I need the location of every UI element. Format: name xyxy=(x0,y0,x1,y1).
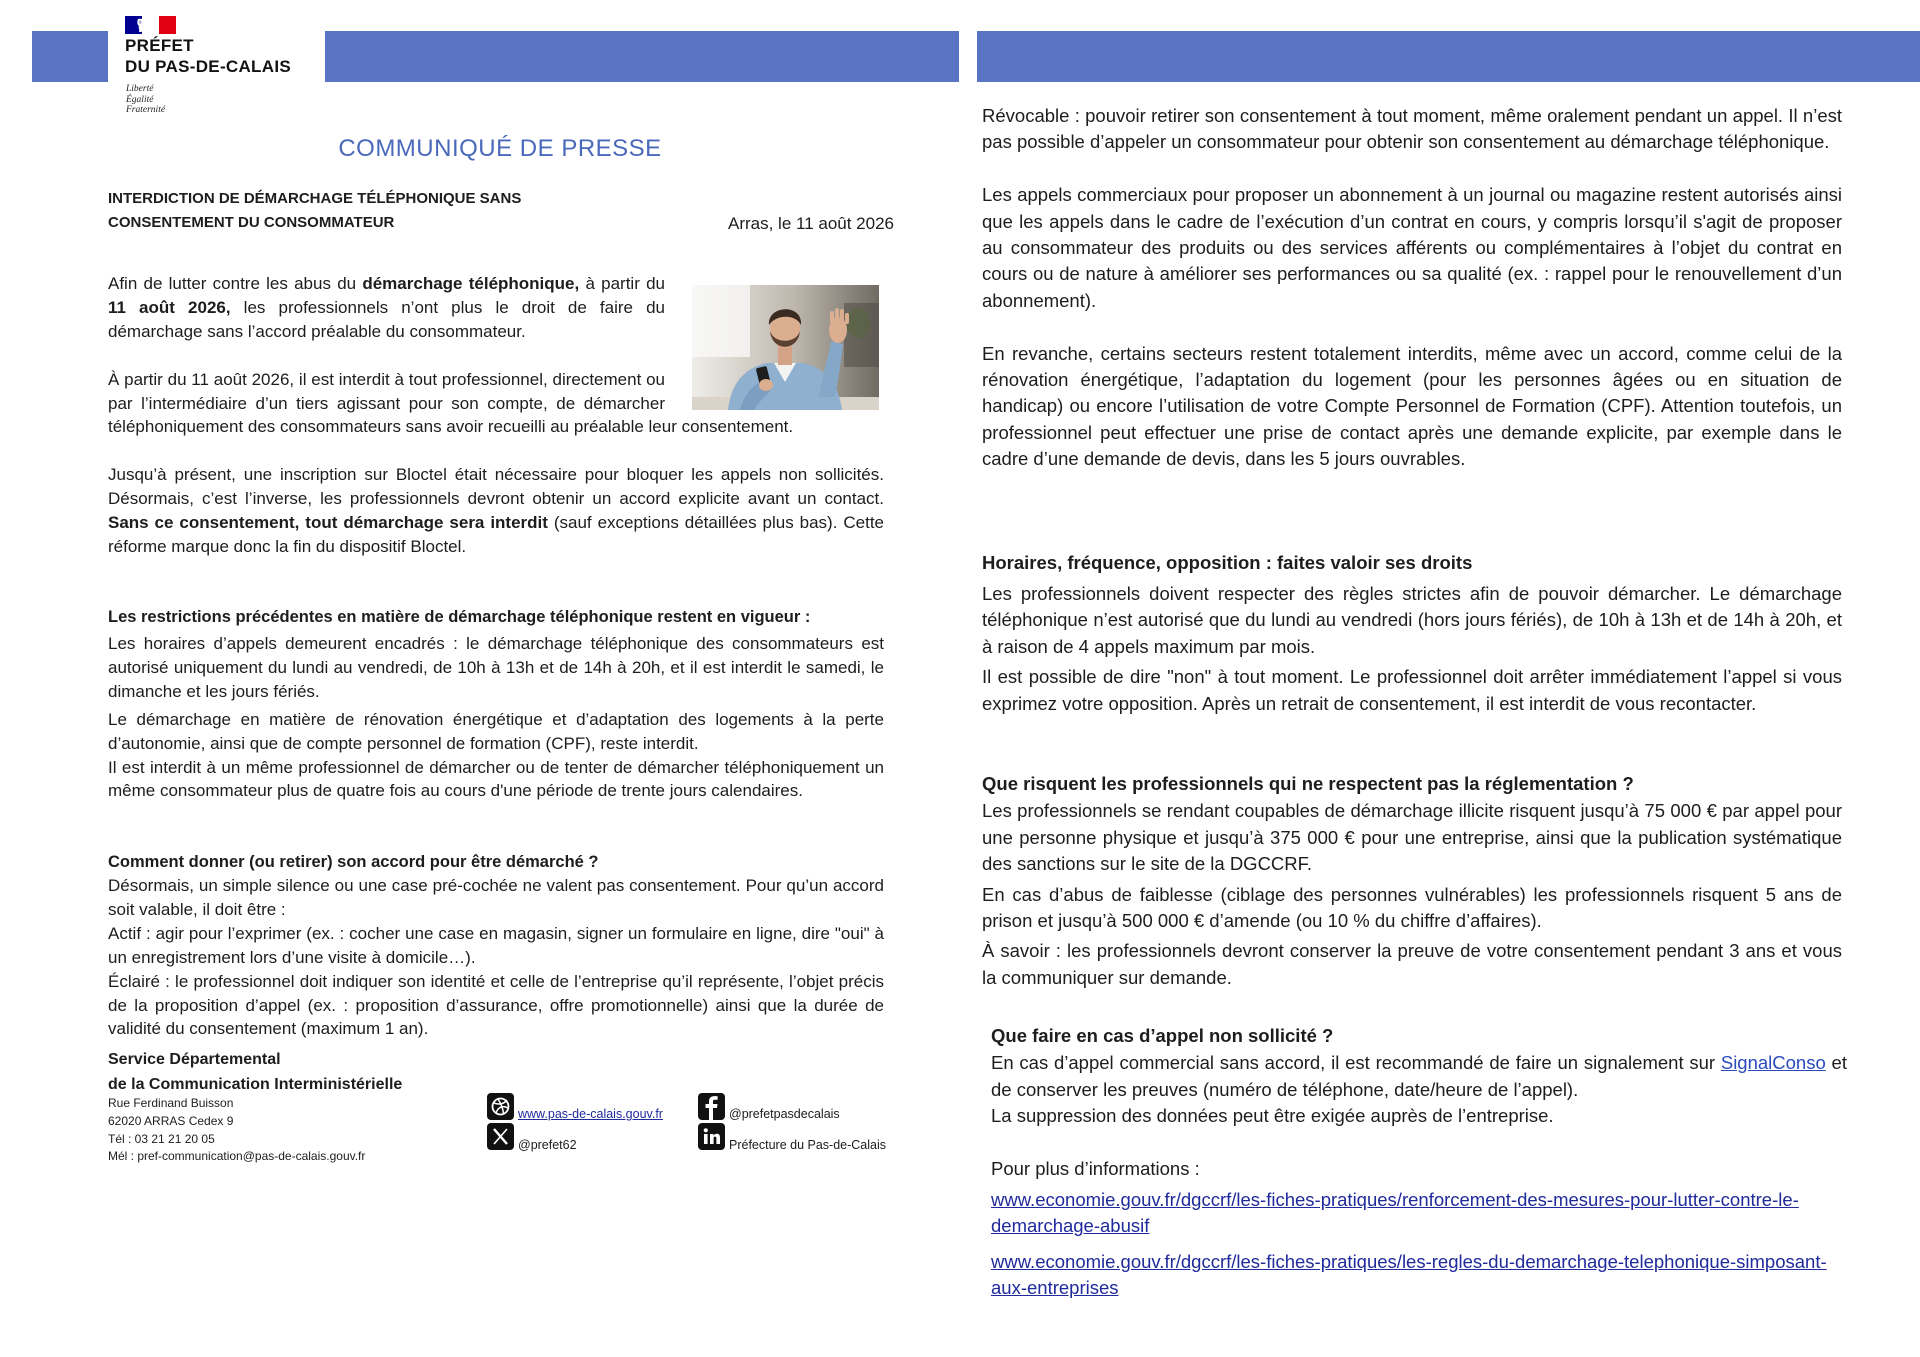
right-intro-section xyxy=(982,103,1842,499)
risk-item: En cas d’abus de faiblesse (ciblage des personnes vulnérables) les professionnels risquent 5 ans de prison et jusqu’à 500 000 € d’amende (ou 10 % du chiffre d’affaires). xyxy=(982,883,1842,932)
motto-fraternite: Fraternité xyxy=(126,105,166,115)
hours-section xyxy=(982,550,1842,717)
address-line: Rue Ferdinand Buisson xyxy=(108,1096,234,1110)
service-name: Service Départemental xyxy=(108,1051,281,1068)
linkedin-handle: Préfecture du Pas-de-Calais xyxy=(729,1138,887,1152)
x-handle: @prefet62 xyxy=(518,1138,577,1152)
hours-item: Il est possible de dire "non" à tout moment. Le professionnel doit arrêter immédiatement l’appel si vous exprimez votre opposition. Après un retrait de consentement, il est interdit de vous recontacter. xyxy=(982,666,1842,714)
facebook-handle: @prefetpasdecalais xyxy=(729,1107,840,1121)
hours-heading: Horaires, fréquence, opposition : faites valoir ses droits xyxy=(982,552,1473,573)
consent-section xyxy=(108,850,884,1041)
man-with-smartphone-photo xyxy=(692,285,879,410)
bloctel-text: Jusqu’à présent, une inscription sur Bloctel était nécessaire pour bloquer les appels non sollicités. Désormais, c’est l’inverse, les professionnels devront obtenir un accord explicite avant un contact. xyxy=(108,465,884,509)
press-release-label: COMMUNIQUÉ DE PRESSE xyxy=(338,135,662,162)
exceptions-paragraph: Les appels commerciaux pour proposer un abonnement à un journal ou magazine restent autorisés ainsi que les appels dans le cadre de l’exécution d’un contrat en cours, y compris lorsqu’il s'agit de proposer au consommateur des produits ou des services afférents ou complémentaires à l’objet du contrat en cours ou de nature à améliorer ses performances ou sa qualité (ex. : rappel pour le renouvellement d’un abonnement). xyxy=(982,184,1842,311)
address-line: 62020 ARRAS Cedex 9 xyxy=(108,1113,234,1128)
french-republic-flag-icon xyxy=(125,16,176,34)
consent-item: Actif : agir pour l’exprimer (ex. : cocher une case en magasin, signer un formulaire en ligne, dire "oui" à un enregistrement lors d’une visite à domicile…). xyxy=(108,923,884,967)
republic-motto xyxy=(126,84,165,116)
risk-item: Les professionnels se rendant coupables de démarchage illicite risquent jusqu’à 75 000 € par appel pour une personne physique et jusqu’à 375 000 € pour une entreprise, ainsi que la publication systématique des sanctions sur le site de la DGCCRF. xyxy=(982,800,1842,875)
x-icon[interactable] xyxy=(487,1123,514,1150)
intro-section xyxy=(108,272,884,583)
consent-item: Éclairé : le professionnel doit indiquer son identité et celle de l’entreprise qu’il représente, l’objet précis de la proposition d’appel (ex. : proposition d’assurance, offre promotionnelle) ainsi que la durée de validité du consentement (maximum 1 an). xyxy=(108,971,884,1039)
title-line: INTERDICTION DE DÉMARCHAGE TÉLÉPHONIQUE SANS xyxy=(108,190,522,207)
motto-liberte: Liberté xyxy=(126,84,154,94)
logo-title-prefet: PRÉFET xyxy=(125,36,194,55)
title-line: CONSENTEMENT DU CONSOMMATEUR xyxy=(108,213,395,231)
consent-item: Désormais, un simple silence ou une case pré-cochée ne valent pas consentement. Pour qu’un accord soit valable, il doit être : xyxy=(108,876,884,919)
illustration-photo xyxy=(692,285,879,410)
postal-address xyxy=(108,1095,488,1166)
dgccrf-link-rules[interactable]: www.economie.gouv.fr/dgccrf/les-fiches-pratiques/les-regles-du-demarchage-telephonique-simposant-aux-entreprises xyxy=(991,1250,1827,1299)
restriction-item: Les horaires d’appels demeurent encadrés : le démarchage téléphonique des consommateurs est autorisé uniquement du lundi au vendredi, de 10h à 13h et de 14h à 20h, et il est interdit le samedi, le dimanche et les jours fériés. xyxy=(108,634,884,701)
consent-heading: Comment donner (ou retirer) son accord pour être démarché ? xyxy=(108,853,599,871)
bloctel-paragraph xyxy=(108,463,884,559)
bloctel-emphasis: Sans ce consentement, tout démarchage sera interdit xyxy=(108,513,548,533)
bloctel-text: (sauf exceptions détaillées plus bas). Cette réforme marque donc la fin du dispositif Bloctel. xyxy=(108,513,885,556)
unsolicited-call-section xyxy=(991,1023,1847,1311)
phone-number: Tél : 03 21 21 20 05 xyxy=(108,1131,215,1146)
report-text: En cas d’appel commercial sans accord, il est recommandé de faire un signalement sur xyxy=(991,1052,1721,1074)
ban-paragraph: À partir du 11 août 2026, il est interdit à tout professionnel, directement ou par l’intermédiaire d’un tiers agissant pour son compte, de démarcher téléphoniquement des consommateurs sans avoir recueilli au préalable leur consentement. xyxy=(108,369,794,437)
email-address: Mél : pref-communication@pas-de-calais.gouv.fr xyxy=(108,1149,366,1164)
intro-text: Afin de lutter contre les abus du xyxy=(108,274,363,293)
more-info-label: Pour plus d’informations : xyxy=(991,1158,1200,1180)
signalconso-link[interactable]: SignalConso xyxy=(1720,1052,1826,1074)
dgccrf-link-reinforcement[interactable]: www.economie.gouv.fr/dgccrf/les-fiches-pratiques/renforcement-des-mesures-pour-lutter-contre-le-demarchage-abusif xyxy=(991,1189,1799,1237)
report-paragraph xyxy=(991,1050,1847,1103)
unsolicited-heading: Que faire en cas d’appel non sollicité ? xyxy=(991,1025,1334,1046)
forbidden-sectors-paragraph: En revanche, certains secteurs restent totalement interdits, même avec un accord, comme celui de la rénovation énergétique, l’adaptation du logement (pour les personnes âgées ou en situation de handicap) ou encore l’utilisation de votre Compte Personnel de Formation (CPF). Attention toutefois, un professionnel peut effectuer une prise de contact après une demande explicite, par exemple dans le cadre d’une demande de devis, dans les 5 jours ouvrables. xyxy=(982,342,1842,470)
restrictions-section xyxy=(108,605,884,803)
linkedin-icon[interactable] xyxy=(698,1123,725,1150)
risks-heading: Que risquent les professionnels qui ne respectent pas la réglementation ? xyxy=(982,773,1634,794)
intro-emphasis: démarchage téléphonique, xyxy=(362,274,580,293)
header-banner-right xyxy=(977,31,1920,82)
website-icon[interactable] xyxy=(487,1093,514,1120)
revocable-paragraph: Révocable : pouvoir retirer son consentement à tout moment, même oralement pendant un appel. Il n’est pas possible d’appeler un consommateur pour obtenir son consentement au démarchage téléphonique. xyxy=(982,105,1842,153)
logo-title-department: DU PAS-DE-CALAIS xyxy=(125,57,291,76)
motto-egalite: Égalité xyxy=(126,94,154,105)
hours-item: Les professionnels doivent respecter des règles strictes afin de pouvoir démarcher. Le démarchage téléphonique n’est autorisé que du lundi au vendredi (hors jours fériés), de 10h à 13h et de 14h à 20h, et à raison de 4 appels maximum par mois. xyxy=(982,583,1842,657)
restrictions-heading: Les restrictions précédentes en matière de démarchage téléphonique restent en vigueur : xyxy=(108,608,811,626)
intro-text: les professionnels n’ont plus le droit de faire du démarchage sans l’accord préalable du consommateur. xyxy=(108,297,666,341)
intro-emphasis: 11 août 2026, xyxy=(108,297,231,317)
service-name: de la Communication Interministérielle xyxy=(108,1075,403,1093)
restriction-item: Il est interdit à un même professionnel de démarcher ou de tenter de démarcher téléphoniquement un même consommateur plus de quatre fois au cours d'une période de trente jours calendaires. xyxy=(108,757,884,801)
facebook-icon[interactable] xyxy=(698,1093,725,1120)
data-deletion-paragraph: La suppression des données peut être exigée auprès de l’entreprise. xyxy=(991,1105,1554,1127)
press-release-title xyxy=(108,187,628,234)
risks-section xyxy=(982,771,1842,991)
contact-block xyxy=(108,1048,488,1166)
intro-text: à partir du xyxy=(579,274,666,293)
restriction-item: Le démarchage en matière de rénovation énergétique et d’adaptation des logements à la perte d’autonomie, ainsi que de compte personnel de formation (CPF), reste interdit. xyxy=(108,709,884,753)
risk-item: À savoir : les professionnels devront conserver la preuve de votre consentement pendant 3 ans et vous la communiquer sur demande. xyxy=(982,940,1842,988)
report-text: et de conserver les preuves (numéro de téléphone, date/heure de l’appel). xyxy=(991,1052,1847,1100)
website-link[interactable]: www.pas-de-calais.gouv.fr xyxy=(518,1107,663,1121)
dateline: Arras, le 11 août 2026 xyxy=(727,214,894,233)
